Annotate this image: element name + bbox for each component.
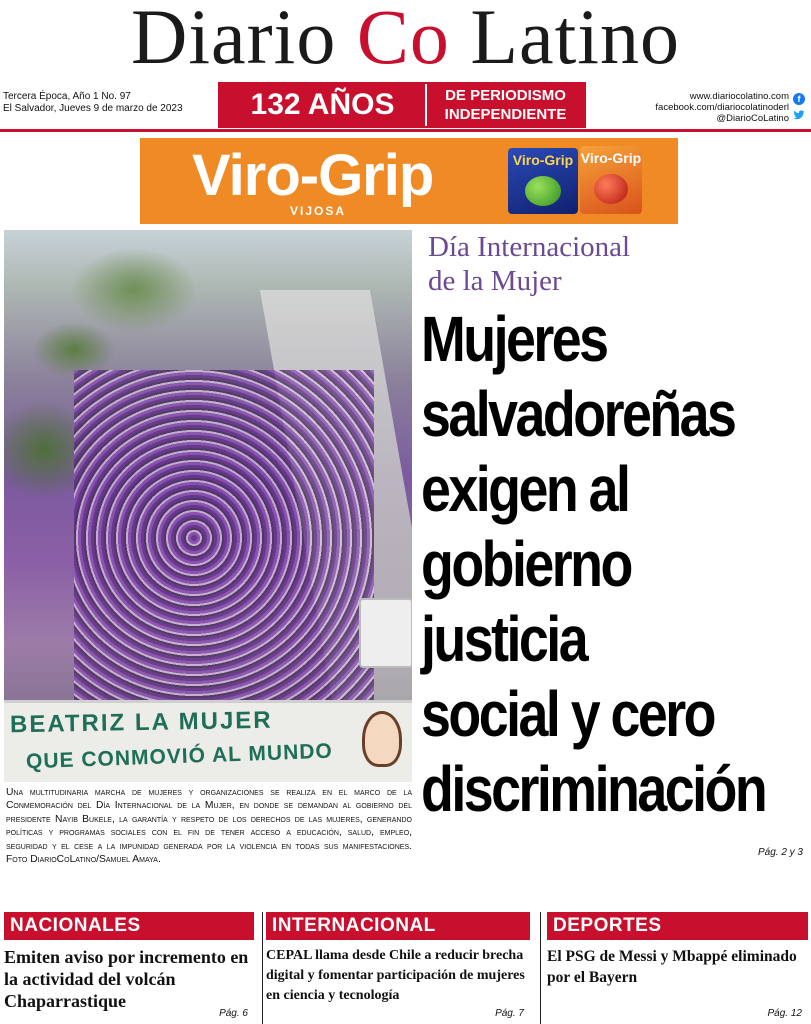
section-deportes[interactable] [547,912,808,1024]
newspaper-logo[interactable]: Diario Co Latino [0,0,811,82]
section-tag: INTERNACIONAL [266,912,530,940]
section-headline[interactable]: Emiten aviso por incremento en la actividad del volcán Chaparrastique [4,947,249,1011]
section-nacionales[interactable] [4,912,254,1024]
twitter-link[interactable]: @DiarioCoLatino [716,113,789,124]
website-link[interactable]: www.diariocolatino.com [689,91,789,102]
photo-bus [359,598,412,668]
social-icons [793,93,807,126]
photo-caption: Una multitudinaria marcha de mujeres y organizaciones se realiza en el marco de la Conmemoración del Día Internacional de la Mujer, en donde se demandan al gobierno del presidente Nayib Bukele, la garantía y respeto de los derechos de las mujeres, generando políticas y programas sociales con el fin de tener acceso a educación, salud, empleo, seguridad y el cese a la impunidad generada por la violencia en todas sus manifestaciones. Foto DiarioCoLatino/Samuel Amaya. [6,787,412,866]
photo-banner: BEATRIZ LA MUJER QUE CONMOVIÓ AL MUNDO [4,700,412,782]
edition-info [3,91,183,115]
masthead-rule [0,129,811,132]
column-divider [262,912,263,1024]
march-photo[interactable] [4,230,412,782]
section-internacional[interactable] [266,912,530,1024]
ad-brand: Viro-Grip [192,143,434,208]
banner-portrait [362,711,402,767]
lead-page-ref: Pág. 2 y 3 [757,847,803,858]
section-headline[interactable]: El PSG de Messi y Mbappé eliminado por el Bayern [547,948,797,986]
facebook-link[interactable]: facebook.com/diariocolatinoderl [655,102,789,113]
anniversary-years: 132 AÑOS [220,84,425,126]
section-page-ref: Pág. 6 [219,1008,248,1019]
lozenge-icon [594,174,628,204]
section-tag: NACIONALES [4,912,254,940]
facebook-icon[interactable]: f [793,93,805,105]
logo-red-co: Co [356,0,450,80]
lozenge-icon [525,176,561,206]
section-page-ref: Pág. 7 [495,1008,524,1019]
twitter-icon[interactable] [793,109,805,121]
anniversary-subtitle: DE PERIODISMO INDEPENDIENTE [425,84,584,126]
section-headline[interactable]: CEPAL llama desde Chile a reducir brecha digital y fomentar participación de mujeres en ciencia y tecnología [266,948,525,1003]
lead-kicker: Día Internacional de la Mujer [428,231,631,297]
ad-maker: VIJOSA [290,204,347,218]
advertisement-banner[interactable] [140,138,678,224]
column-divider [540,912,541,1024]
section-page-ref: Pág. 12 [767,1008,802,1019]
section-tag: DEPORTES [547,912,808,940]
anniversary-badge [218,82,586,128]
edition-number: Tercera Época, Año 1 No. 97 [3,91,131,102]
product-box-orange: Viro-Grip [580,146,642,214]
masthead [0,0,811,82]
contact-info [655,91,789,124]
edition-date: El Salvador, Jueves 9 de marzo de 2023 [3,103,183,114]
product-box-blue: Viro-Grip [508,148,578,214]
lead-headline[interactable]: Mujeres salvadoreñas exigen al gobierno justicia social y cero discriminación [421,303,766,825]
